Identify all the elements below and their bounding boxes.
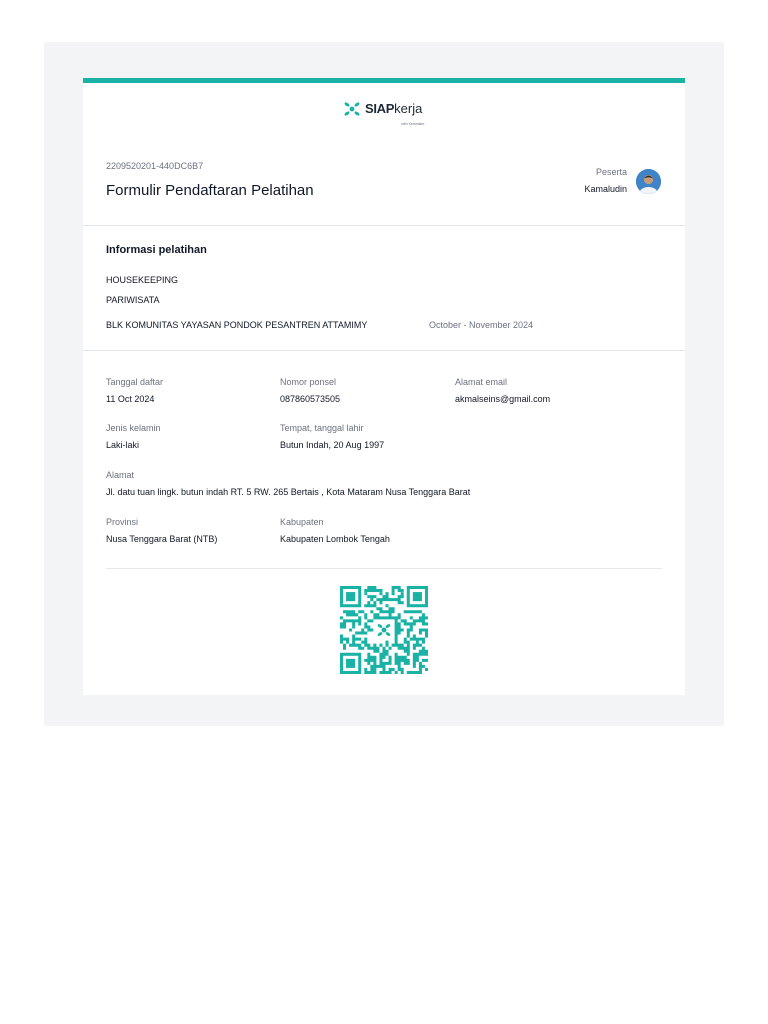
gender-label: Jenis kelamin [106,423,161,433]
user-photo-icon [636,169,661,194]
siapkerja-logo [343,97,425,126]
registration-id: 2209520201-440DC6B7 [106,161,204,171]
header-divider [83,225,685,226]
province-value: Nusa Tenggara Barat (NTB) [106,534,218,544]
training-institution: BLK KOMUNITAS YAYASAN PONDOK PESANTREN ATTAMIMY [106,320,368,330]
regency-value: Kabupaten Lombok Tengah [280,534,390,544]
gender-value: Laki-laki [106,440,140,450]
page-title: Formulir Pendaftaran Pelatihan [106,182,314,199]
siapkerja-logo-icon [343,100,361,118]
training-program: HOUSEKEEPING [106,275,179,285]
qr-divider [106,568,662,569]
training-sector: PARIWISATA [106,295,160,305]
qr-code-icon [340,586,428,674]
page-background [44,42,724,726]
registration-date-value: 11 Oct 2024 [106,394,155,404]
siapkerja-wordmark: SIAPkerja oleh Kemnaker [365,102,422,116]
regency-label: Kabupaten [280,517,324,527]
address-label: Alamat [106,470,135,480]
participant-name: Kamaludin [584,184,627,194]
qr-code [340,586,428,674]
birth-label: Tempat, tanggal lahir [280,423,364,433]
email-value: akmalseins@gmail.com [455,394,551,404]
phone-label: Nomor ponsel [280,377,337,387]
email-label: Alamat email [455,377,508,387]
avatar [636,169,661,194]
training-period: October - November 2024 [429,320,534,330]
province-label: Provinsi [106,517,139,527]
training-divider [83,350,685,351]
birth-value: Butun Indah, 20 Aug 1997 [280,440,385,450]
phone-value: 087860573505 [280,394,341,404]
registration-date-label: Tanggal daftar [106,377,164,387]
logo-tagline: oleh Kemnaker [401,122,425,126]
training-section-title: Informasi pelatihan [106,244,207,256]
address-value: Jl. datu tuan lingk. butun indah RT. 5 RW. 265 Bertais , Kota Mataram Nusa Tenggara Barat [106,487,471,497]
participant-label: Peserta [595,167,627,177]
registration-form-card [83,78,685,695]
